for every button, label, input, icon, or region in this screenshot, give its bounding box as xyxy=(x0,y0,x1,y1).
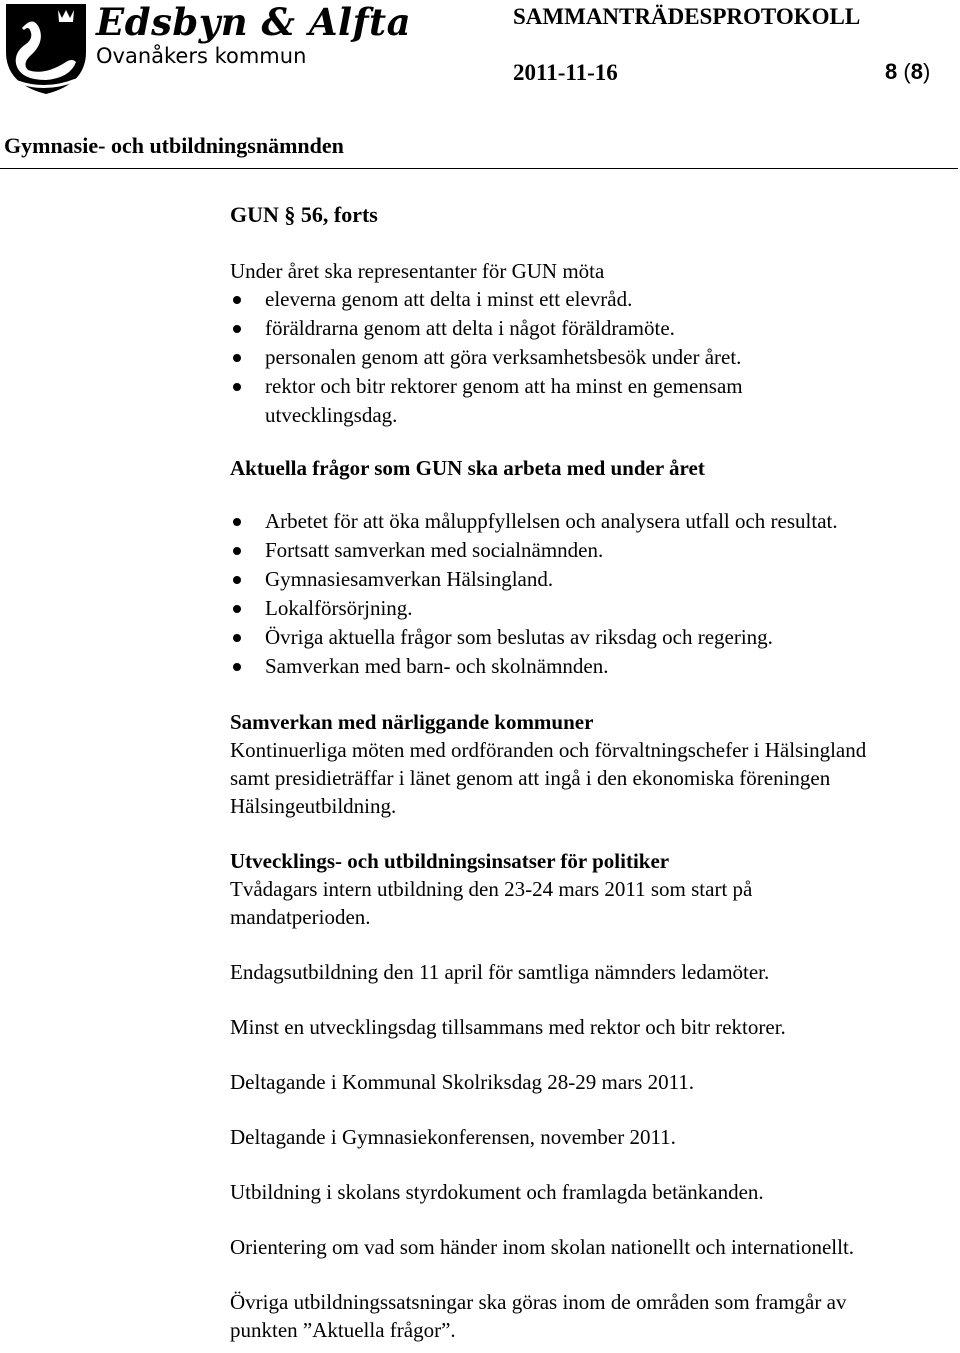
current-issues-list xyxy=(230,507,958,681)
list-item-continuation: utvecklingsdag. xyxy=(265,403,398,427)
page-current: 8 xyxy=(885,59,898,84)
list-item: rektor och bitr rektorer genom att ha minst en gemensam xyxy=(230,372,958,401)
bullet-icon xyxy=(233,518,241,526)
meeting-date: 2011-11-16 xyxy=(513,60,618,85)
document-type: SAMMANTRÄDESPROTOKOLL xyxy=(513,4,861,29)
training-paragraph: Deltagande i Kommunal Skolriksdag 28-29 mars 2011. xyxy=(230,1070,695,1094)
cooperation-line: Hälsingeutbildning. xyxy=(230,794,397,818)
training-paragraph: Orientering om vad som händer inom skolan nationellt och internationellt. xyxy=(230,1235,855,1259)
bullet-icon xyxy=(233,547,241,555)
page-total: 8 xyxy=(910,59,923,84)
bullet-icon xyxy=(233,296,241,304)
bullet-icon xyxy=(233,383,241,391)
header-divider xyxy=(0,168,958,169)
list-item: Arbetet för att öka måluppfyllelsen och analysera utfall och resultat. xyxy=(230,507,958,536)
cooperation-line: samt presidieträffar i länet genom att ingå i den ekonomiska föreningen xyxy=(230,766,831,790)
municipality-name: Ovanåkers kommun xyxy=(96,44,307,68)
list-item: Fortsatt samverkan med socialnämnden. xyxy=(230,536,958,565)
representation-list xyxy=(230,285,958,430)
training-paragraph: Minst en utvecklingsdag tillsammans med rektor och bitr rektorer. xyxy=(230,1015,786,1039)
brand-name: Edsbyn & Alfta xyxy=(96,0,412,44)
list-item: eleverna genom att delta i minst ett elevråd. xyxy=(230,285,958,314)
training-paragraph: Deltagande i Gymnasiekonferensen, november 2011. xyxy=(230,1125,676,1149)
training-paragraph: Utbildning i skolans styrdokument och framlagda betänkanden. xyxy=(230,1180,764,1204)
training-line: mandatperioden. xyxy=(230,905,371,929)
training-closing-line: punkten ”Aktuella frågor”. xyxy=(230,1318,456,1342)
list-item: Lokalförsörjning. xyxy=(230,594,958,623)
training-heading: Utvecklings- och utbildningsinsatser för politiker xyxy=(230,849,670,873)
section-title: GUN § 56, forts xyxy=(230,202,378,227)
list-item: Övriga aktuella frågor som beslutas av riksdag och regering. xyxy=(230,623,958,652)
protocol-body xyxy=(230,198,958,1344)
list-item: Samverkan med barn- och skolnämnden. xyxy=(230,652,958,681)
bullet-icon xyxy=(233,663,241,671)
committee-name: Gymnasie- och utbildningsnämnden xyxy=(4,133,344,158)
current-issues-heading: Aktuella frågor som GUN ska arbeta med under året xyxy=(230,456,705,480)
training-line: Tvådagars intern utbildning den 23-24 mars 2011 som start på xyxy=(230,877,753,901)
bullet-icon xyxy=(233,605,241,613)
training-paragraph: Endagsutbildning den 11 april för samtliga nämnders ledamöter. xyxy=(230,960,770,984)
list-item: Gymnasiesamverkan Hälsingland. xyxy=(230,565,958,594)
municipality-logo-icon xyxy=(0,0,92,96)
bullet-icon xyxy=(233,325,241,333)
bullet-icon xyxy=(233,354,241,362)
cooperation-heading: Samverkan med närliggande kommuner xyxy=(230,710,594,734)
bullet-icon xyxy=(233,576,241,584)
bullet-icon xyxy=(233,634,241,642)
intro-text: Under året ska representanter för GUN möta xyxy=(230,259,605,283)
page-number: 8 (8) xyxy=(885,59,931,84)
cooperation-line: Kontinuerliga möten med ordföranden och förvaltningschefer i Hälsingland xyxy=(230,738,867,762)
training-closing-line: Övriga utbildningssatsningar ska göras inom de områden som framgår av xyxy=(230,1290,847,1314)
list-item: föräldrarna genom att delta i något föräldramöte. xyxy=(230,314,958,343)
list-item: personalen genom att göra verksamhetsbesök under året. xyxy=(230,343,958,372)
